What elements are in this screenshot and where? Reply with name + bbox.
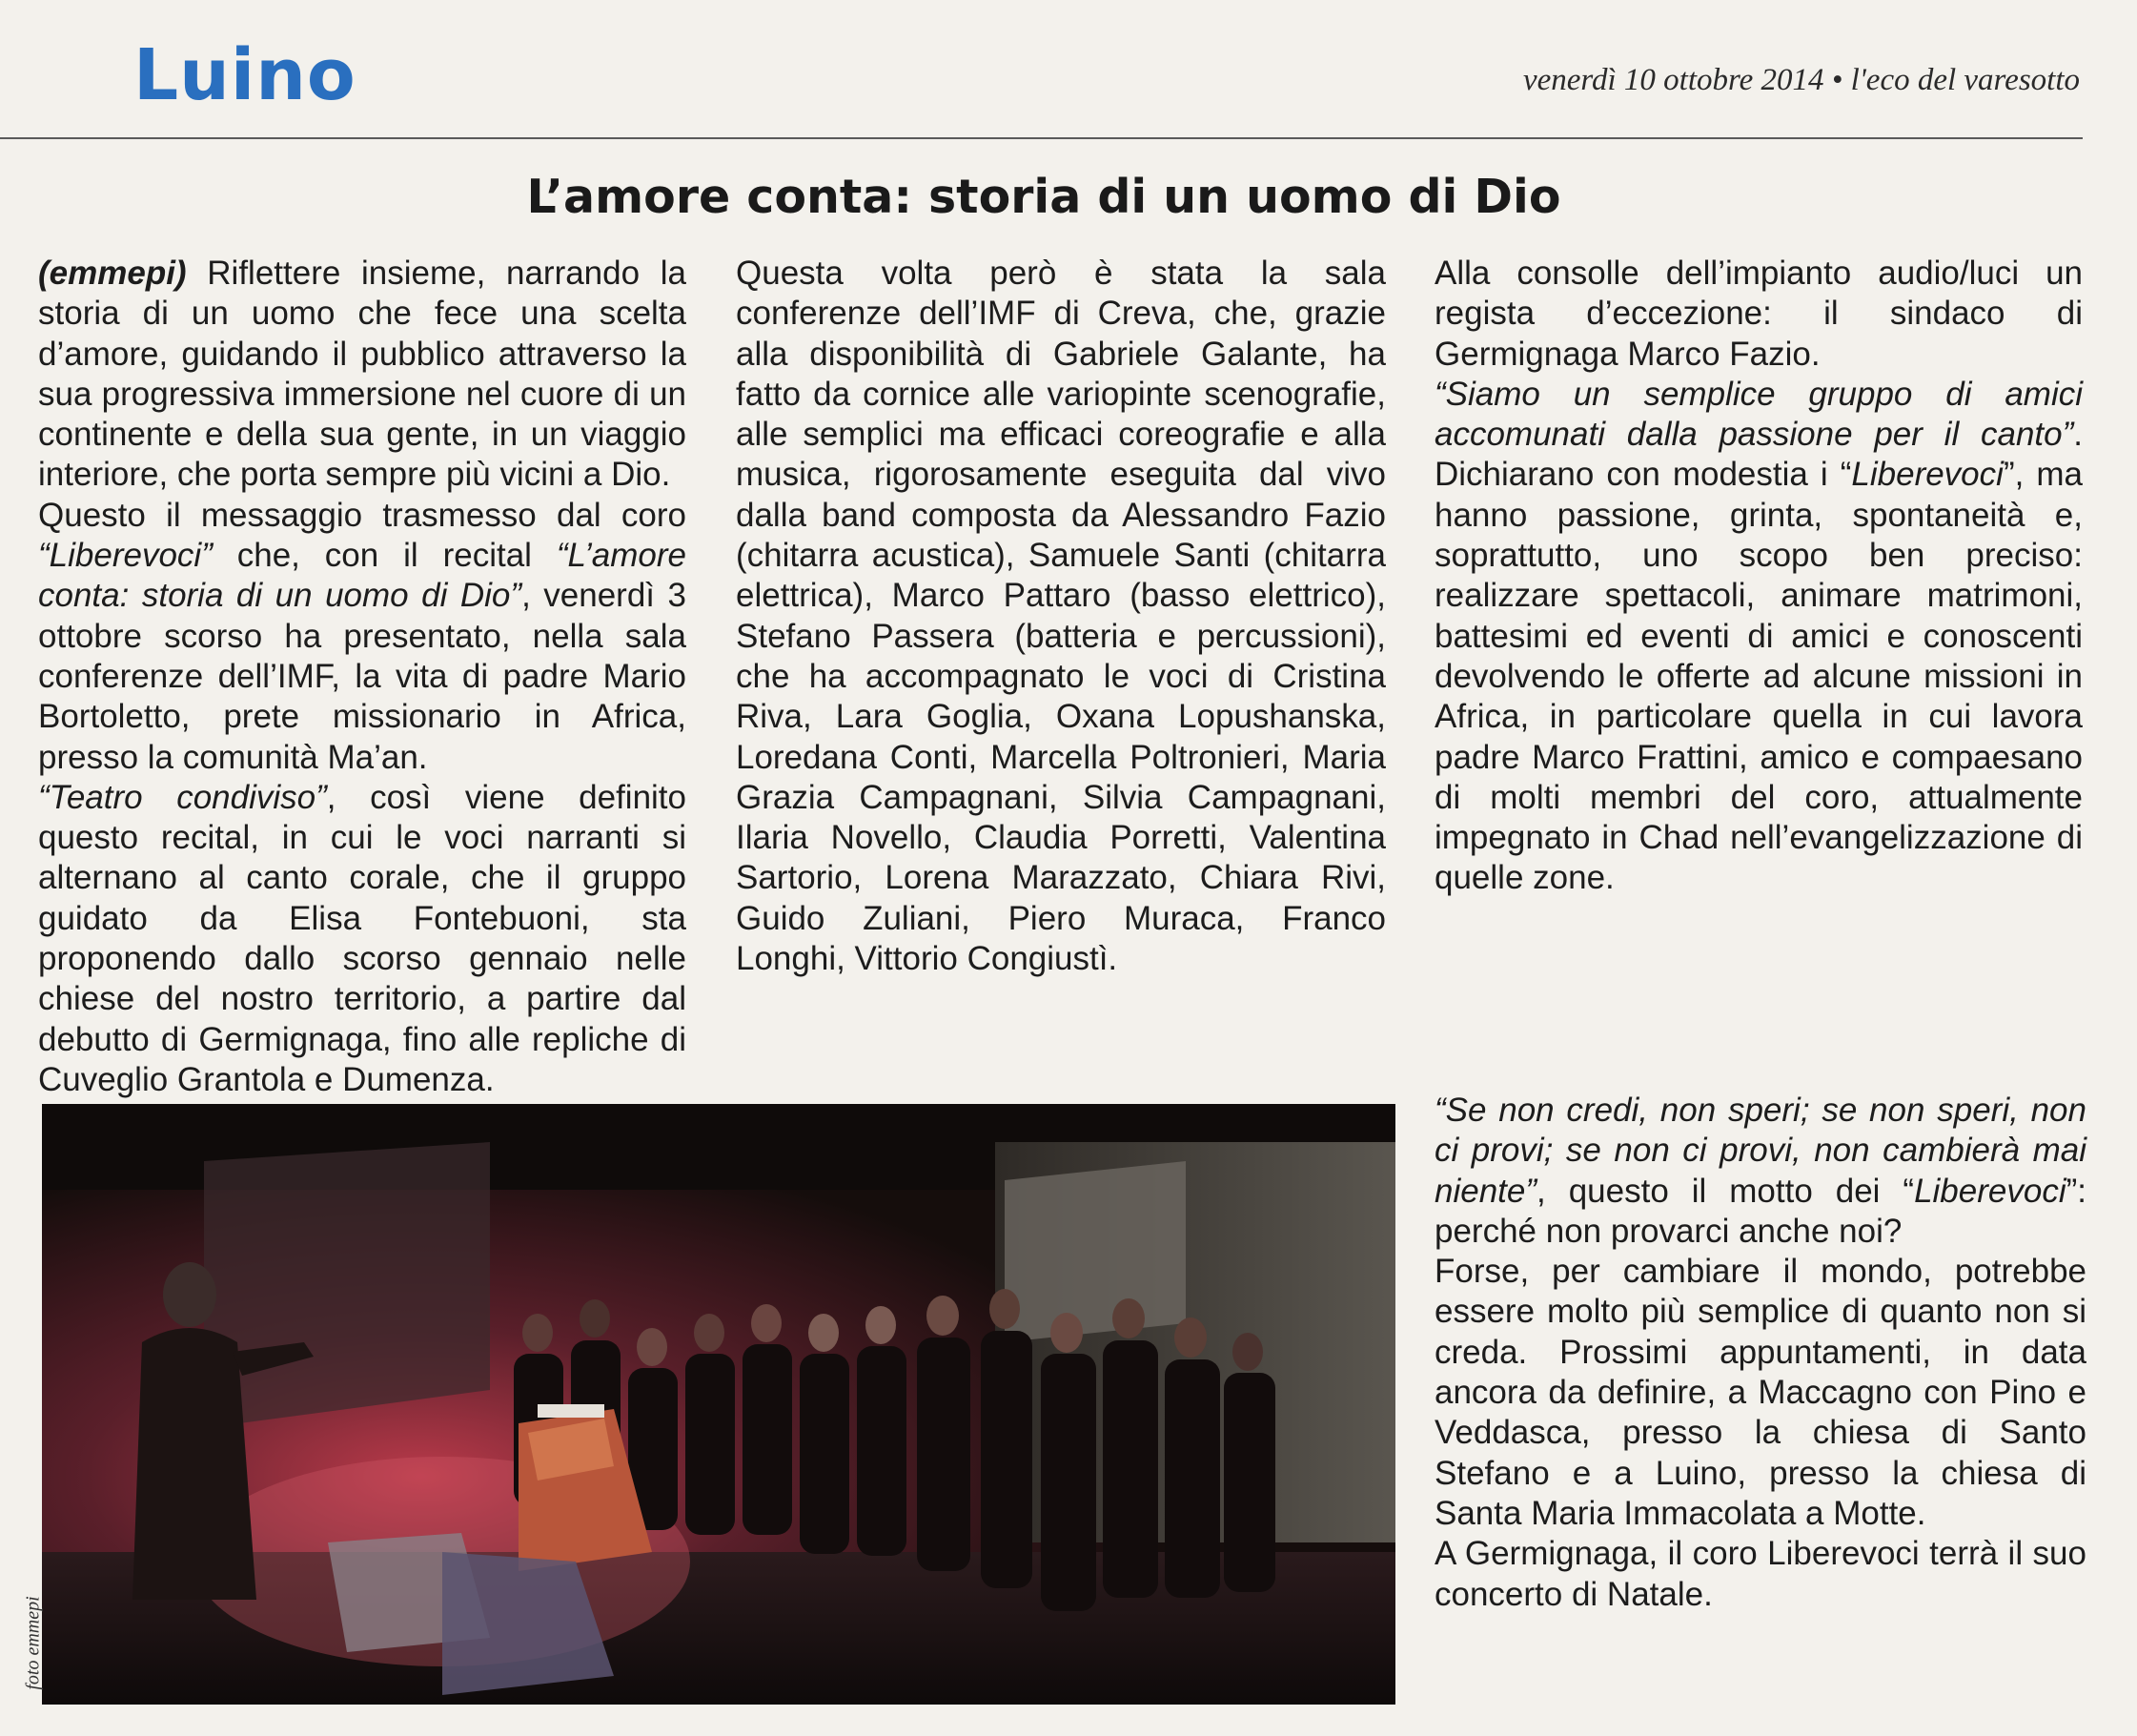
p7-motto: “Se non credi, non speri; se non speri, non ci provi; se non ci provi, non cambierà mai niente” (1435, 1092, 2086, 1210)
paragraph-3 (38, 778, 686, 1100)
dateline: venerdì 10 ottobre 2014 • l'eco del varesotto (1522, 63, 2080, 97)
article-column-3-lower (1435, 1091, 2086, 1615)
article-column-2 (736, 254, 1386, 979)
p7-text-d: ”: perché non provarci anche noi? (1435, 1172, 2086, 1250)
byline: (emmepi) (38, 255, 187, 292)
p2-recital-title: “L’amore conta: storia di un uomo di Dio” (38, 537, 686, 615)
header-rule (0, 137, 2083, 139)
paragraph-4: Questa volta però è stata la sala conferenze dell’IMF di Creva, che, grazie alla disponibilità di Gabriele Galante, ha fatto da cornice alle variopinte scenografie, alle semplici ma efficaci coreografie e alla musica, rigorosamente eseguita dal vivo dalla band composta da Alessandro Fazio (chitarra acustica), Samuele Santi (chitarra elettrica), Marco Pattaro (basso elettrico), Stefano Passera (batteria e percussioni), che ha accompagnato le voci di Cristina Riva, Lara Goglia, Oxana Lopushanska, Loredana Conti, Marcella Poltronieri, Maria Grazia Campagnani, Silvia Campagnani, Ilaria Novello, Claudia Porretti, Valentina Sartorio, Lorena Marazzato, Chiara Rivi, Guido Zuliani, Piero Muraca, Franco Longhi, Vittorio Congiustì. (736, 255, 1386, 978)
choir-photo (42, 1104, 1395, 1705)
p6-quote: “Siamo un semplice gruppo di amici accomunati dalla passione per il canto” (1435, 375, 2083, 454)
p2-text-a: Questo il messaggio trasmesso dal coro (38, 496, 686, 534)
paragraph-8: Forse, per cambiare il mondo, potrebbe essere molto più semplice di quanto non si creda. Prossimi appuntamenti, in data ancora da definire, a Maccagno con Pino e Veddasca, presso la chiesa di Santo Stefano e a Luino, presso la chiesa di Santa Maria Immacolata a Motte. (1435, 1253, 2086, 1532)
p7-text-b: , questo il motto dei “ (1537, 1172, 1915, 1210)
paragraph-7 (1435, 1091, 2086, 1252)
paragraph-5: Alla consolle dell’impianto audio/luci un regista d’eccezione: il sindaco di Germignaga Marco Fazio. (1435, 255, 2083, 373)
p7-choir-name: Liberevoci (1914, 1172, 2066, 1210)
article-headline: L’amore conta: storia di un uomo di Dio (526, 170, 1561, 224)
paragraph-1-text: Riflettere insieme, narrando la storia di un uomo che fece una scelta d’amore, guidando il pubblico attraverso la sua progressiva immersione nel cuore di un continente e della sua gente, in un viaggio interiore, che porta sempre più vicini a Dio. (38, 255, 686, 494)
p2-text-c: che, con il recital (212, 537, 557, 575)
photo-credit: foto emmepi (22, 1596, 44, 1690)
paragraph-6 (1435, 375, 2083, 899)
paragraph-9: A Germignaga, il coro Liberevoci terrà il suo concerto di Natale. (1435, 1535, 2086, 1613)
paragraph-2 (38, 496, 686, 778)
article-column-1 (38, 254, 686, 1100)
choir-photo-illustration (42, 1104, 1395, 1705)
p3-text: , così viene definito questo recital, in cui le voci narranti si alternano al canto corale, che il gruppo guidato da Elisa Fontebuoni, sta proponendo dallo scorso gennaio nelle chiese del nostro territorio, a partire dal debutto di Germignaga, fino alle repliche di Cuveglio Grantola e Dumenza. (38, 778, 686, 1098)
article-column-3 (1435, 254, 2083, 899)
p6-text-d: ”, ma hanno passione, grinta, spontaneità e, soprattutto, uno scopo ben preciso: realizzare spettacoli, animare matrimoni, battesimi ed eventi di amici e conoscenti devolvendo le offerte ad alcune missioni in Africa, in particolare quella in cui lavora padre Marco Frattini, amico e compaesano di molti membri del coro, attualmente impegnato in Chad nell’evangelizzazione di quelle zone. (1435, 456, 2083, 897)
p2-text-e: , venerdì 3 ottobre scorso ha presentato, nella sala conferenze dell’IMF, la vita di padre Mario Bortoletto, prete missionario in Africa, presso la comunità Ma’an. (38, 577, 686, 776)
p6-choir-name: Liberevoci (1851, 456, 2004, 494)
p3-quote: “Teatro condiviso” (38, 778, 327, 816)
paragraph-1 (38, 254, 686, 496)
p6-text-b: . Dichiarano con modestia i “ (1435, 416, 2083, 494)
p2-choir-name: “Liberevoci” (38, 537, 213, 575)
section-title: Luino (133, 34, 356, 116)
